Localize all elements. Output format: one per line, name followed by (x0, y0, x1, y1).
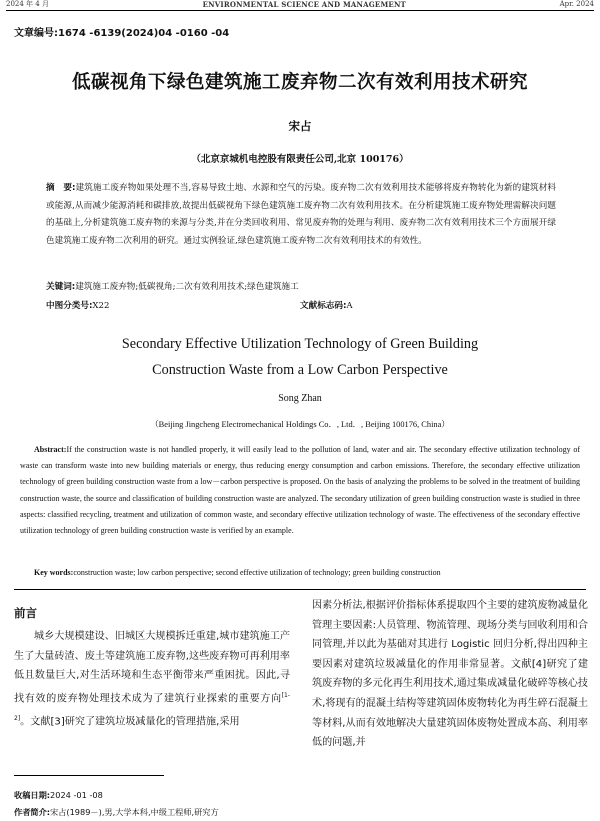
abstract-chinese-label: 摘 要: (46, 183, 76, 193)
footnote-author-text: 宋占(1989－),男,大学本科,中级工程师,研究方 (50, 807, 219, 817)
footnotes (14, 787, 290, 821)
abstract-english (20, 442, 580, 539)
document-code-value: A (346, 301, 353, 311)
author-chinese: 宋占 (288, 119, 312, 133)
abstract-chinese-text: 建筑施工废弃物如果处理不当,容易导致土地、水源和空气的污染。废弃物二次有效利用技术能够将废弃物转化为新的建筑材料或能源,从而减少能源消耗和碳排放,故提出低碳视角下绿色建筑施工废弃物二次有效利用技术。在分析建筑施工废弃物处理需解决问题的基础上,分析建筑施工废弃物的来源与分类,并在分类回收利用、常见废弃物的处理与利用、废弃物二次有效利用技术三个方面展开绿色建筑施工废弃物二次利用的研究。通过实例验证,绿色建筑施工废弃物二次有效利用技术的有效性。 (46, 183, 557, 246)
affiliation-english: （Beijing Jingcheng Electromechanical Holdings Co．, Ltd．, Beijing 100176, China） (150, 420, 450, 429)
running-head-date: 2024 年 4 月 (6, 0, 49, 8)
footnote-author (14, 804, 290, 821)
document-code-label: 文献标志码: (300, 301, 347, 311)
section-heading: 前言 (14, 606, 37, 620)
title-english (0, 331, 600, 383)
running-head-journal: ENVIRONMENTAL SCIENCE AND MANAGEMENT (202, 0, 406, 9)
running-head-date-en: Apr. 2024 (559, 0, 594, 8)
keywords-english-text: construction waste; low carbon perspective; second effective utilization of technology; green building construction (73, 568, 441, 577)
keywords-chinese-text: 建筑施工废弃物;低碳视角;二次有效利用技术;绿色建筑施工 (75, 282, 299, 292)
keywords-chinese-label: 关键词: (46, 282, 76, 292)
citation-ref: [1-2] (14, 691, 290, 722)
classification-row (46, 299, 556, 313)
title-english-line2: Construction Waste from a Low Carbon Perspective (152, 362, 448, 378)
body-column-right (312, 596, 588, 753)
keywords-english-label: Key words: (34, 568, 74, 577)
author-english: Song Zhan (278, 393, 322, 404)
class-number (46, 301, 109, 311)
footnote-author-label: 作者简介: (14, 807, 51, 817)
title-english-line1: Secondary Effective Utilization Technology of Green Building (121, 336, 479, 352)
running-head (6, 0, 594, 11)
body-column-left (14, 605, 290, 732)
footnote-divider (14, 775, 164, 776)
document-code (300, 299, 353, 313)
abstract-english-label: Abstract: (34, 445, 67, 454)
article-number: 文章编号:1674 -6139(2024)04 -0160 -04 (14, 28, 230, 39)
footnote-received-date: 2024 -01 -08 (50, 790, 103, 800)
body-paragraph-right: 因素分析法,根据评价指标体系提取四个主要的建筑废物减量化管理主要因素:人员管理、物流管理、现场分类与回收利用和合同管理,并以此为基础对其进行 Logistic 回归分析,得出四种主要因素对建筑垃圾减量化的作用非常显著。文献[4]研究了建筑废弃物的多元化再生利用技术,通过集成减量化破碎等核心技术,将现有的混凝土结构等建筑固体废物转化为再生碎石混凝土等材料,从而有效地解决大量建筑固体废物处置成本高、利用率低的问题,并 (312, 600, 588, 749)
abstract-english-text: If the construction waste is not handled properly, it will easily lead to the pollution of land, water and air. The secondary effective utilization technology of waste can transform waste into new building materials or energy, thus reducing energy consumption and carbon emissions. Therefore, the secondary effective utilization technology of green building construction waste from a low－carbon perspective is proposed. On the basis of analyzing the problems to be solved in the treatment of building construction waste, the source and classification of building construction waste are analyzed. The secondary utilization of green building construction waste is studied in three aspects: classified recycling, treatment and utilization of common waste, and secondary effective utilization technology of waste. The effectiveness of the secondary effective utilization technology of green building construction waste is verified by an example. (20, 445, 580, 536)
abstract-chinese (46, 180, 556, 250)
footnote-received (14, 787, 290, 804)
class-number-label: 中图分类号: (46, 301, 93, 311)
keywords-chinese (46, 280, 556, 294)
body-paragraph-left (14, 627, 290, 732)
keywords-english (34, 567, 574, 579)
body-left-continuation: 。文献[3]研究了建筑垃圾减量化的管理措施,采用 (20, 716, 240, 728)
body-left-text: 城乡大规模建设、旧城区大规模拆迁重建,城市建筑施工产生了大量砖渣、废土等建筑施工废弃物,这些废弃物可再利用率低且数量巨大,对生活环境和生态平衡带来严重困扰。因此,寻找有效的废弃物处理技术成为了建筑行业探索的重要方向 (14, 631, 290, 705)
section-divider (14, 589, 586, 590)
footnote-received-label: 收稿日期: (14, 790, 51, 800)
title-chinese: 低碳视角下绿色建筑施工废弃物二次有效利用技术研究 (71, 72, 528, 93)
class-number-value: X22 (92, 301, 110, 311)
affiliation-chinese: （北京京城机电控股有限责任公司,北京 100176） (191, 154, 409, 165)
